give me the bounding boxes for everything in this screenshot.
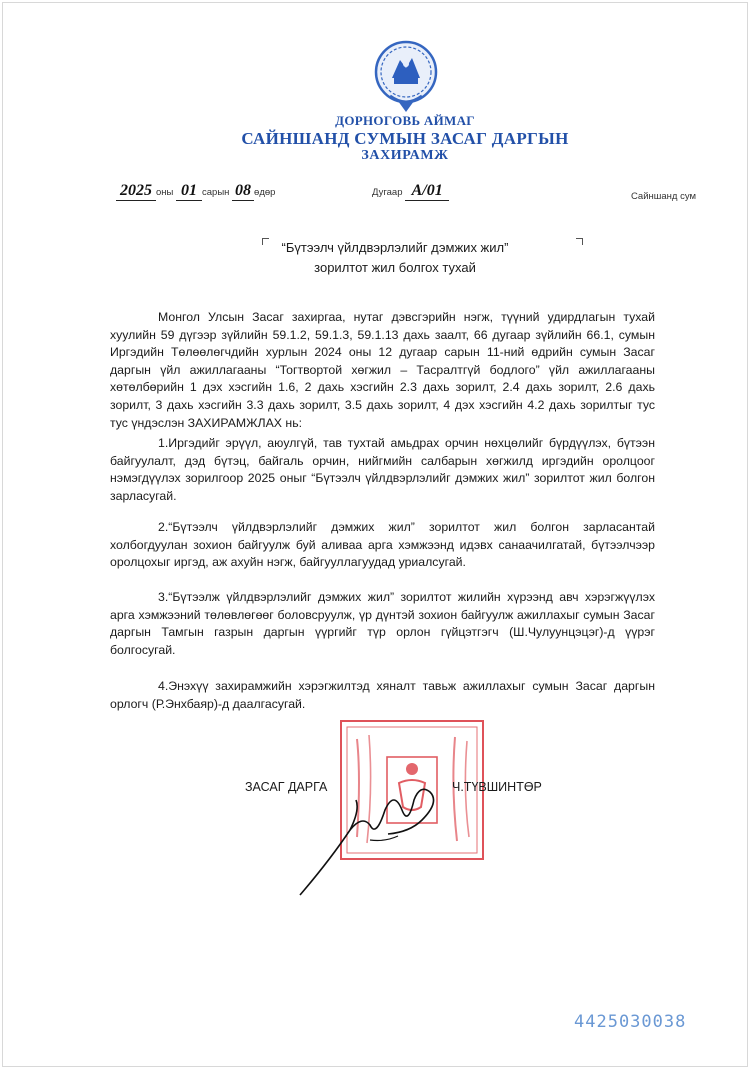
clause-2: 2.“Бүтээлч үйлдвэрлэлийг дэмжих жил” зорилтот жил болгон зарласантай холбогдуулан зохион байгуулж буй аливаа арга хэмжээнд идэвх санаачилгатай, бүтээлчээр оролцохыг иргэд, аж ахуйн нэгж, байгууллагуудад уриалсугай. — [110, 520, 655, 570]
date-line — [116, 182, 326, 206]
organization-name: САЙНШАНД СУМЫН ЗАСАГ ДАРГЫН — [241, 129, 569, 148]
date-day-suffix: өдөр — [254, 187, 276, 198]
state-emblem-icon — [372, 38, 440, 114]
number-label: Дугаар — [372, 187, 403, 198]
date-year-suffix: оны — [156, 187, 174, 198]
date-month: 01 — [176, 182, 202, 201]
signatory-title: ЗАСАГ ДАРГА — [245, 780, 328, 794]
aimag-name: ДОРНОГОВЬ АЙМАГ — [335, 113, 475, 128]
preamble-paragraph: Монгол Улсын Засаг захиргаа, нутаг дэвсгэрийн нэгж, түүний удирдлагын тухай хуулийн 59 дүгээр зүйлийн 59.1.2, 59.1.3, 59.1.13 дахь заалт, 66 дугаар зүйлийн 66.1, сумын Иргэдийн Төлөөлөгчдийн хурлын 2024 оны 12 дугаар сарын 11-ний өдрийн сумын Засаг даргын үйл ажиллагааны “Тогтвортой хөгжил – Тасралтгүй бодлого” үйл ажиллагааны хөтөлбөрийн 1 дэх хэсгийн 1.6, 2 дахь хэсгийн 2.3 дахь зорилт, 2.4 дахь зорилт, 2.6 дахь зорилт, 3 дахь хэсгийн 3.3 дахь зорилт, 3.5 дахь зорилт, 4 дэх хэсгийн 4.2 дахь зорилтыг тус тус үндэслэн ЗАХИРАМЖЛАХ нь: — [110, 310, 655, 430]
registration-number: 4425030038 — [574, 1012, 687, 1032]
clause-1: 1.Иргэдийг эрүүл, аюулгүй, тав тухтай амьдрах орчин нөхцөлийг бүрдүүлэх, бүтээн байгуулалт, дэд бүтэц, байгаль орчин, нийгмийн салбарын хөгжилд иргэдийн оролцоог нэмэгдүүлэх зорилгоор 2025 оныг “Бүтээлч үйлдвэрлэлийг дэмжих жил” зорилтот жил болгон зарласугай. — [110, 436, 655, 503]
handwritten-signature — [290, 770, 470, 900]
clause-4: 4.Энэхүү захирамжийн хэрэгжилтэд хяналт тавьж ажиллахыг сумын Засаг даргын орлогч (Р.Энхбаяр)-д даалгасугай. — [110, 679, 655, 711]
document-number: A/01 — [405, 182, 449, 201]
document-type: ЗАХИРАМЖ — [361, 148, 449, 163]
place-name: Сайншанд сум — [630, 191, 696, 202]
number-line — [372, 182, 492, 206]
clause-3: 3.“Бүтээлж үйлдвэрлэлийг дэмжих жил” зорилтот жилийн хүрээнд авч хэрэгжүүлэх арга хэмжээний төлөвлөгөөг боловсруулж, үр дүнтэй зохион байгуулж ажиллахыг сумын Засаг даргын Тамгын газрын даргын үүргийг түр орлон гүйцэтгэгч (Ш.Чулуунцэцэг)-д үүрэг болгосугай. — [110, 590, 655, 657]
signatory-name: Ч.ТҮВШИНТӨР — [452, 780, 542, 794]
date-day: 08 — [232, 182, 254, 201]
title-line-2: зорилтот жил болгох тухай — [314, 260, 476, 275]
title-bracket-right — [576, 238, 583, 245]
date-month-suffix: сарын — [202, 187, 230, 198]
date-year: 2025 — [116, 182, 156, 201]
title-line-1: “Бүтээлч үйлдвэрлэлийг дэмжих жил” — [281, 240, 509, 255]
document-title — [240, 238, 550, 278]
